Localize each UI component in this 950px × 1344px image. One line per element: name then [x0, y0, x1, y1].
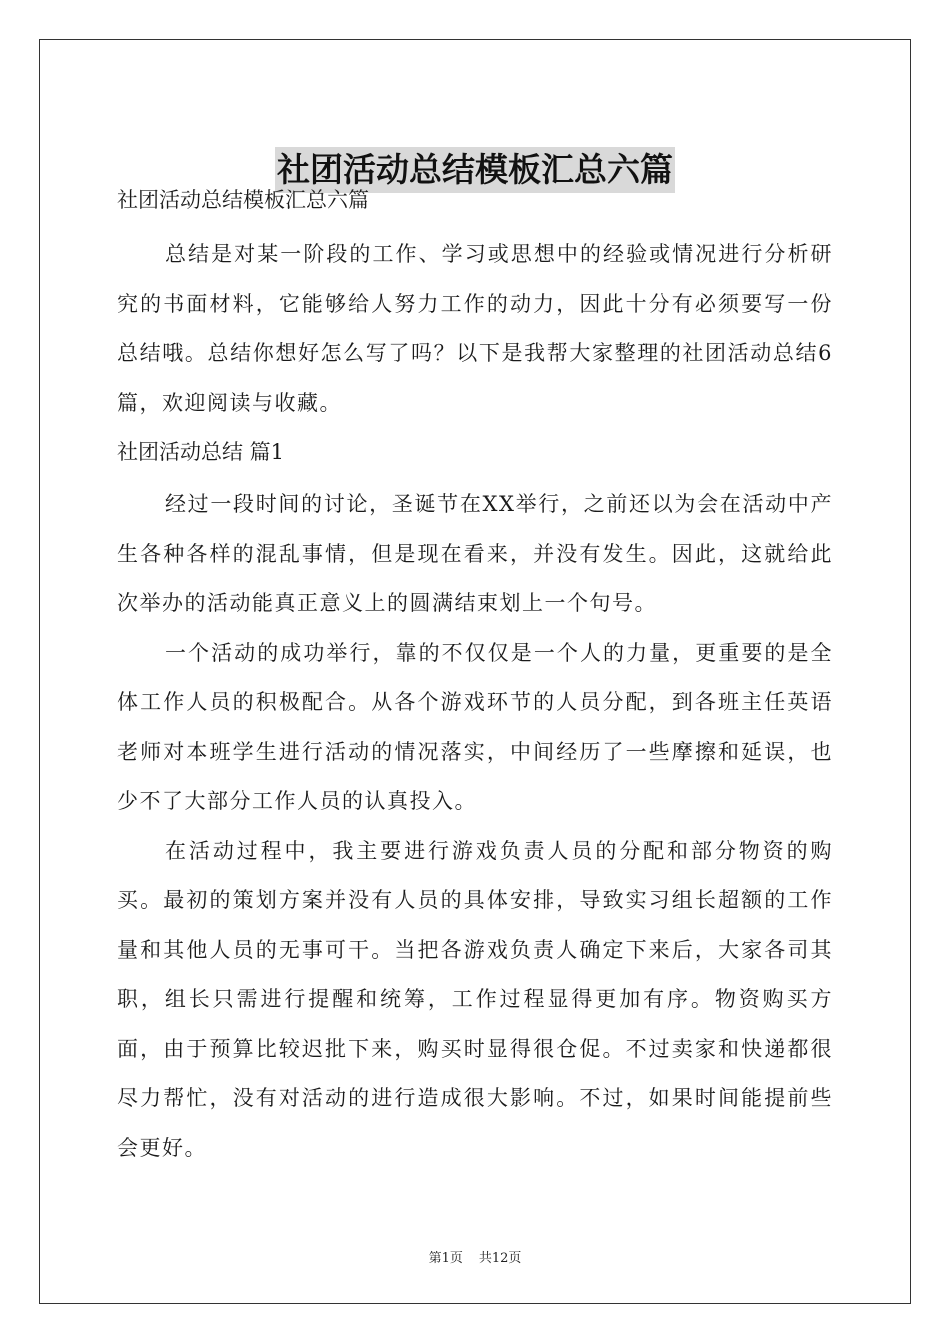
intro-paragraph: 总结是对某一阶段的工作、学习或思想中的经验或情况进行分析研究的书面材料，它能够给人努力工作的动力，因此十分有必须要写一份总结哦。总结你想好怎么写了吗？以下是我帮大家整理的社团活动总结6篇，欢迎阅读与收藏。 [117, 242, 833, 415]
document-body [117, 178, 833, 1173]
document-subtitle: 社团活动总结模板汇总六篇 [117, 188, 369, 212]
section-heading: 社团活动总结 篇1 [117, 440, 285, 464]
page-number: 第1页 [428, 1251, 463, 1266]
document-title: 社团活动总结模板汇总六篇 [275, 147, 675, 193]
page-footer [0, 1247, 950, 1266]
body-paragraph: 经过一段时间的讨论，圣诞节在XX举行，之前还以为会在活动中产生各种各样的混乱事情，但是现在看来，并没有发生。因此，这就给此次举办的活动能真正意义上的圆满结束划上一个句号。 [117, 492, 833, 615]
body-paragraph: 在活动过程中，我主要进行游戏负责人员的分配和部分物资的购买。最初的策划方案并没有人员的具体安排，导致实习组长超额的工作量和其他人员的无事可干。当把各游戏负责人确定下来后，大家各司其职，组长只需进行提醒和统筹，工作过程显得更加有序。物资购买方面，由于预算比较迟批下来，购买时显得很仓促。不过卖家和快递都很尽力帮忙，没有对活动的进行造成很大影响。不过，如果时间能提前些会更好。 [117, 838, 833, 1160]
body-paragraph: 一个活动的成功举行，靠的不仅仅是一个人的力量，更重要的是全体工作人员的积极配合。从各个游戏环节的人员分配，到各班主任英语老师对本班学生进行活动的情况落实，中间经历了一些摩擦和延误，也少不了大部分工作人员的认真投入。 [117, 640, 833, 813]
total-pages: 共12页 [478, 1251, 522, 1266]
